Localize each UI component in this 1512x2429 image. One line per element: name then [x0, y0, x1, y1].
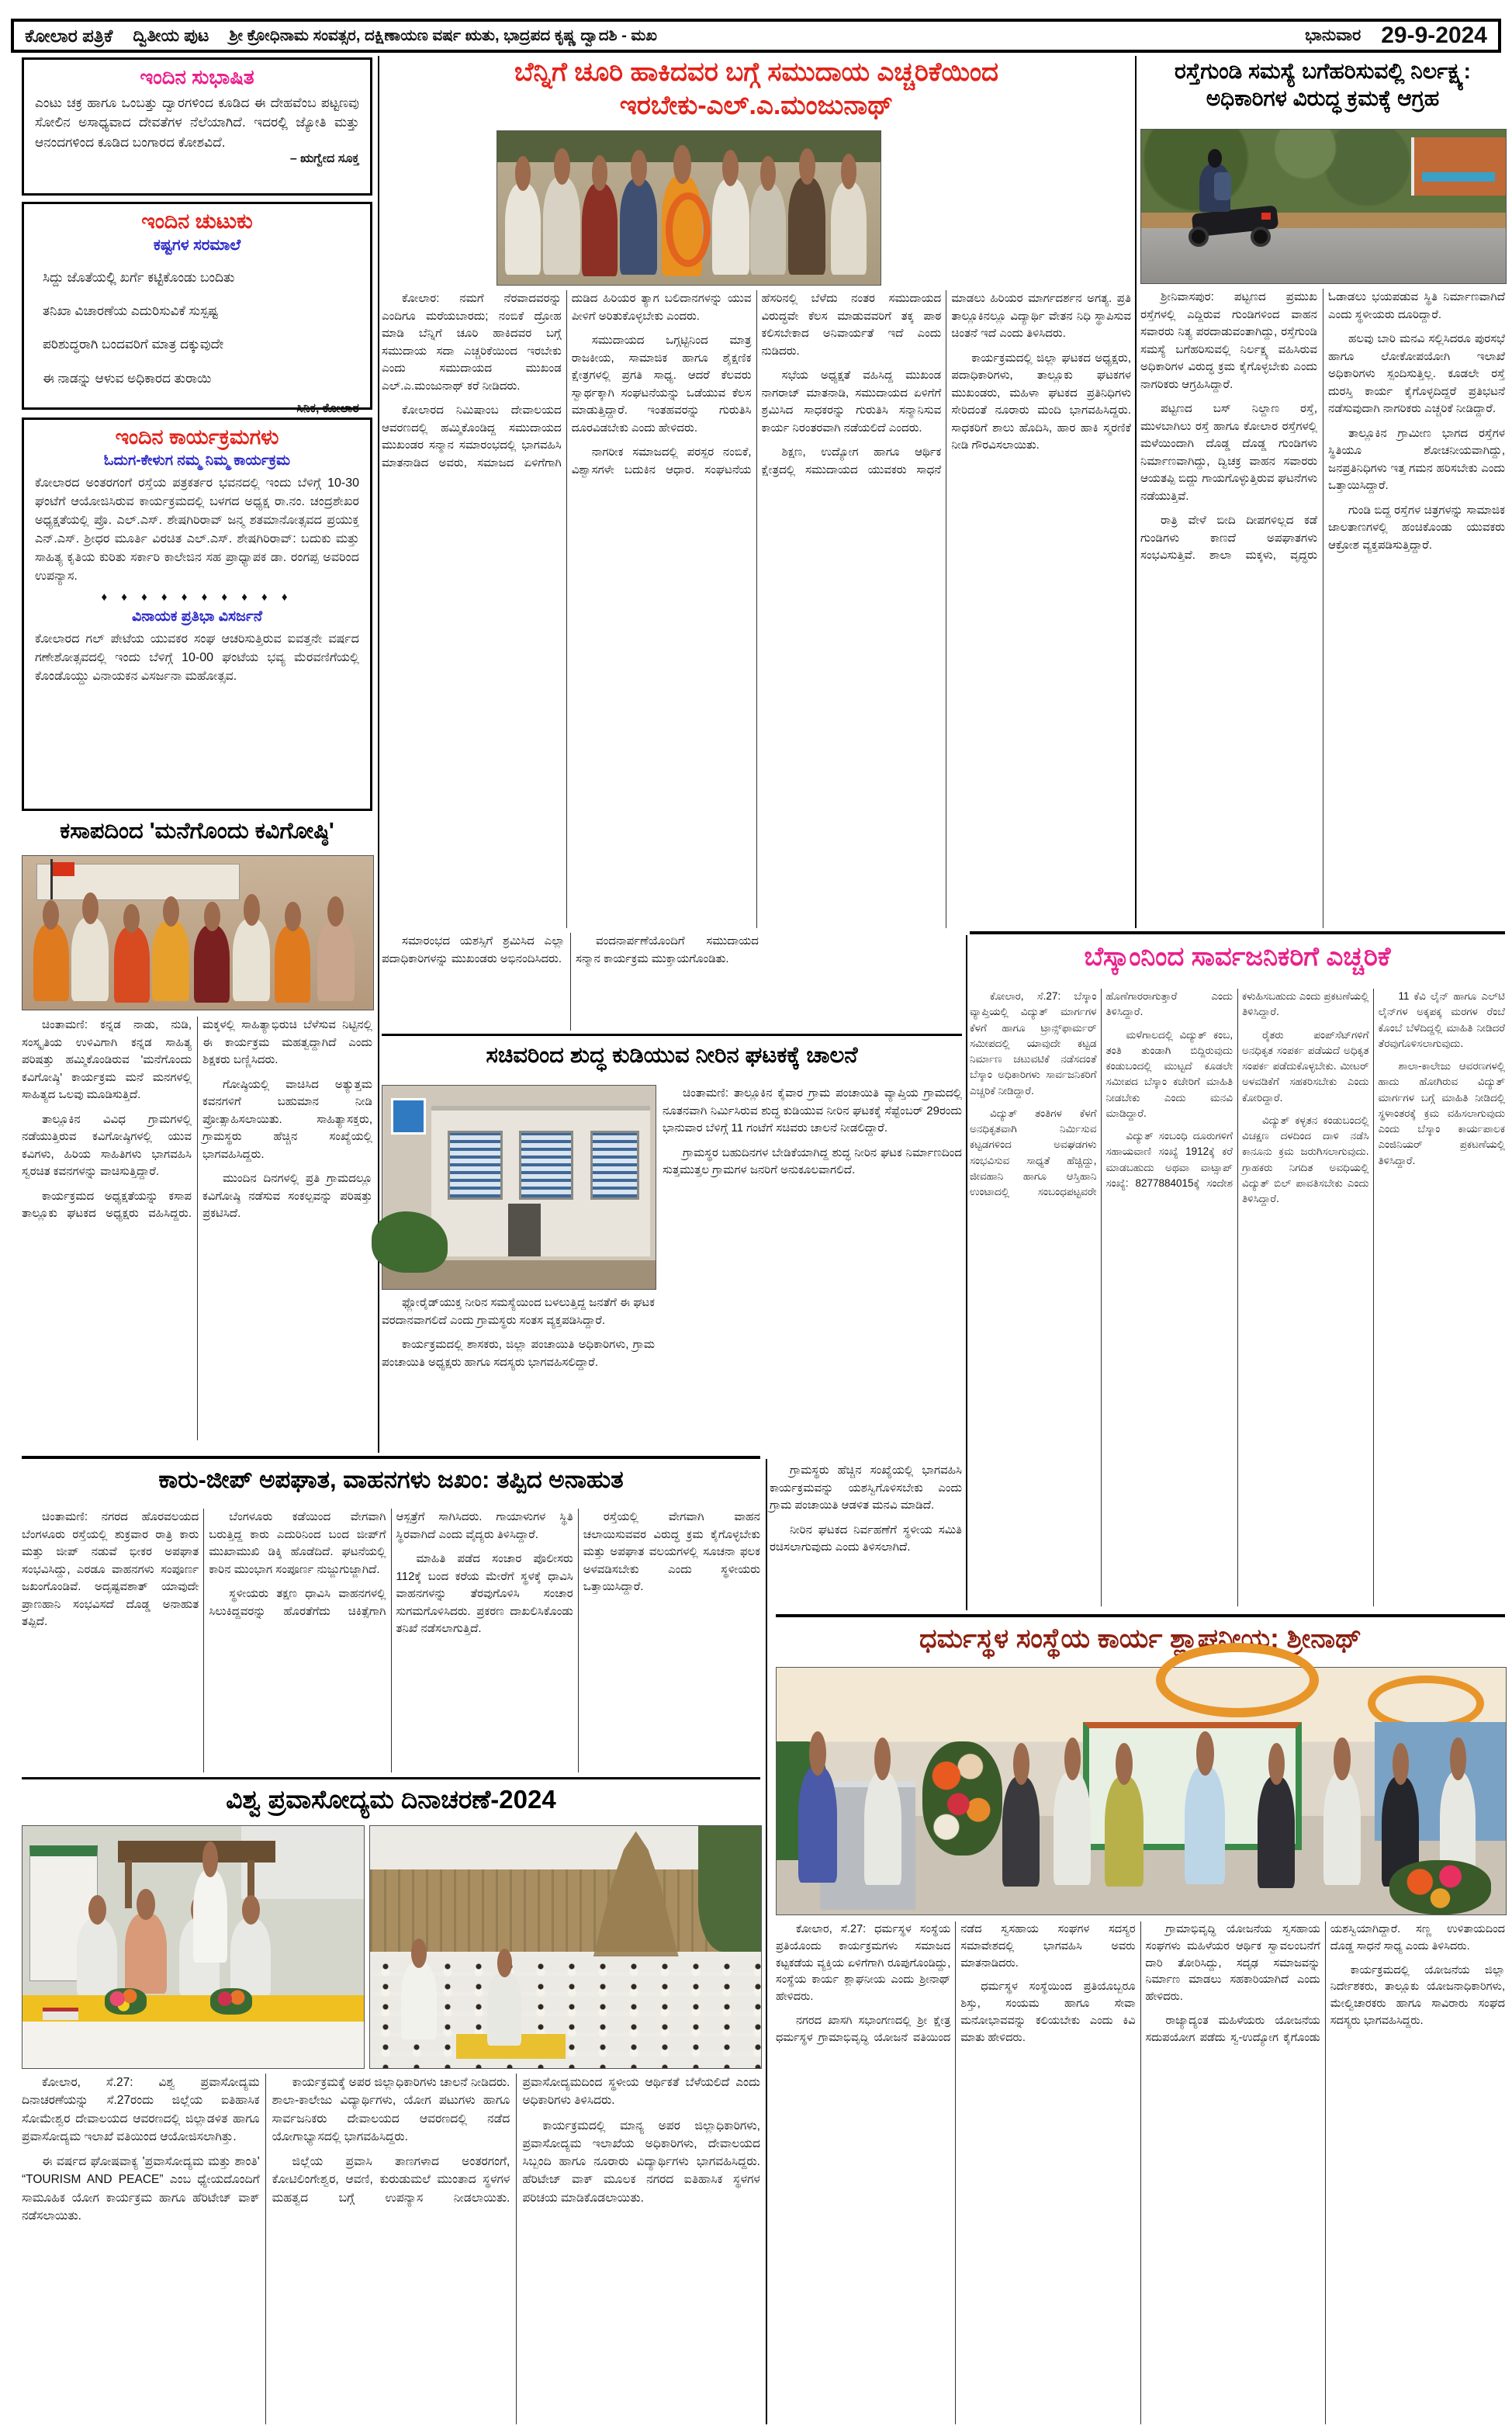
subhashita-attribution: – ಋಗ್ವೇದ ಸೂಕ್ತ — [289, 152, 359, 165]
person-figure — [750, 183, 786, 275]
body-paragraph: ಕೋಲಾರ: ನಮಗೆ ನೆರವಾದವರನ್ನು ಎಂದಿಗೂ ಮರೆಯಬಾರದು; ನಂಬಿಕೆ ದ್ರೋಹ ಮಾಡಿ ಬೆನ್ನಿಗೆ ಚೂರಿ ಹಾಕಿದವರ ಬಗ್ಗೆ ಸಮುದಾಯ ಸದಾ ಎಚ್ಚರಿಕೆಯಿಂದ ಇರಬೇಕು ಎಂದು ಸಮುದಾಯದ ಮುಖಂಡ ಎಲ್.ಎ.ಮಂಜುನಾಥ್ ಕರೆ ನೀಡಿದರು. — [382, 292, 562, 393]
trees — [698, 1826, 761, 1952]
backpack — [1214, 172, 1231, 200]
body-paragraph: ತಾಲ್ಲೂಕಿನ ವಿವಿಧ ಗ್ರಾಮಗಳಲ್ಲಿ ನಡೆಯುತ್ತಿರುವ ಕವಿಗೋಷ್ಠಿಗಳಲ್ಲಿ ಯುವ ಕವಿಗಳು, ಹಿರಿಯ ಸಾಹಿತಿಗಳು ಭಾಗವಹಿಸಿ ಸ್ವರಚಿತ ಕವನಗಳನ್ನು ವಾಚಿಸುತ್ತಿದ್ದಾರೆ. — [22, 1112, 192, 1178]
body-paragraph: ಶಾಲಾ-ಕಾಲೇಜು ಆವರಣಗಳಲ್ಲಿ ಹಾದು ಹೋಗಿರುವ ವಿದ್ಯುತ್ ಮಾರ್ಗಗಳ ಬಗ್ಗೆ ಮಾಹಿತಿ ನೀಡಿದಲ್ಲಿ ಸ್ಥಳಾಂತರಕ್ಕೆ ಕ್ರಮ ವಹಿಸಲಾಗುವುದು ಎಂದು ಬೆಸ್ಕಾಂ ಕಾರ್ಯಪಾಲಕ ಎಂಜಿನಿಯರ್ ಪ್ರಕಟಣೆಯಲ್ಲಿ ತಿಳಿಸಿದ್ದಾರೆ. — [1378, 1060, 1505, 1166]
body-paragraph: ಶಿಕ್ಷಣ, ಉದ್ಯೋಗ ಹಾಗೂ ಆರ್ಥಿಕ ಕ್ಷೇತ್ರದಲ್ಲಿ ಸಮುದಾಯದ ಯುವಕರು ಸಾಧನೆ ಮಾಡಲು ಹಿರಿಯರ ಮಾರ್ಗದರ್ಶನ ಅಗತ್ಯ. ಪ್ರತಿ ತಾಲ್ಲೂಕಿನಲ್ಲೂ ವಿದ್ಯಾರ್ಥಿ ವೇತನ ನಿಧಿ ಸ್ಥಾಪಿಸುವ ಚಿಂತನೆ ಇದೆ ಎಂದು ತಿಳಿಸಿದರು. — [761, 292, 1131, 476]
programs-subtitle-2: ವಿನಾಯಕ ಪ್ರತಿಭಾ ವಿಸರ್ಜನೆ — [131, 608, 263, 625]
body-paragraph: ಪಟ್ಟಣದ ಬಸ್ ನಿಲ್ದಾಣ ರಸ್ತೆ, ಮುಳಬಾಗಿಲು ರಸ್ತೆ ಹಾಗೂ ಕೋಲಾರ ರಸ್ತೆಗಳಲ್ಲಿ ಮಳೆಯಿಂದಾಗಿ ದೊಡ್ಡ ದೊಡ್ಡ ಗುಂಡಿಗಳು ನಿರ್ಮಾಣವಾಗಿದ್ದು, ದ್ವಿಚಕ್ರ ವಾಹನ ಸವಾರರು ಆಯತಪ್ಪಿ ಬಿದ್ದು ಗಾಯಗೊಳ್ಳುತ್ತಿರುವ ಘಟನೆಗಳು ನಡೆಯುತ್ತಿವೆ. — [1140, 402, 1317, 503]
body-paragraph: ರಸ್ತೆಯಲ್ಲಿ ವೇಗವಾಗಿ ವಾಹನ ಚಲಾಯಿಸುವವರ ವಿರುದ್ಧ ಕ್ರಮ ಕೈಗೊಳ್ಳಬೇಕು ಮತ್ತು ಅಪಘಾತ ವಲಯಗಳಲ್ಲಿ ಸೂಚನಾ ಫಲಕ ಅಳವಡಿಸಬೇಕು ಎಂದು ಸ್ಥಳೀಯರು ಒತ್ತಾಯಿಸಿದ್ದಾರೆ. — [583, 1510, 760, 1593]
person-figure — [712, 178, 749, 275]
column-divider — [1135, 56, 1137, 928]
speaker-figure — [193, 1869, 227, 1963]
body-paragraph: ಕಾರ್ಯಕ್ರಮದಲ್ಲಿ ಜಿಲ್ಲಾ ಘಟಕದ ಅಧ್ಯಕ್ಷರು, ಪದಾಧಿಕಾರಿಗಳು, ತಾಲ್ಲೂಕು ಘಟಕಗಳ ಮುಖಂಡರು, ಮಹಿಳಾ ಘಟಕದ ಪ್ರತಿನಿಧಿಗಳು ಸೇರಿದಂತೆ ನೂರಾರು ಮಂದಿ ಭಾಗವಹಿಸಿದ್ದರು. ಸಾಧಕರಿಗೆ ಶಾಲು ಹೊದಿಸಿ, ಹಾರ ಹಾಕಿ ಸ್ಮರಣಿಕೆ ನೀಡಿ ಗೌರವಿಸಲಾಯಿತು. — [951, 351, 1131, 452]
main-headline-line2: ಇರಬೇಕು-ಎಲ್.ಎ.ಮಂಜುನಾಥ್ — [619, 90, 894, 120]
programs-box — [22, 418, 372, 811]
doorway — [508, 1204, 541, 1256]
programs-title: ಇಂದಿನ ಕಾರ್ಯಕ್ರಮಗಳು — [115, 425, 279, 449]
body-paragraph: ಕಾರ್ಯಕ್ರಮಕ್ಕೆ ಅಪರ ಜಿಲ್ಲಾಧಿಕಾರಿಗಳು ಚಾಲನೆ ನೀಡಿದರು. ಶಾಲಾ-ಕಾಲೇಜು ವಿದ್ಯಾರ್ಥಿಗಳು, ಯೋಗ ಪಟುಗಳು ಹಾಗೂ ಸಾರ್ವಜನಿಕರು ದೇವಾಲಯದ ಆವರಣದಲ್ಲಿ ನಡೆದ ಯೋಗಾಭ್ಯಾಸದಲ್ಲಿ ಭಾಗವಹಿಸಿದ್ದರು. — [272, 2076, 510, 2143]
section-rule — [22, 1456, 760, 1459]
grill-window — [590, 1131, 639, 1200]
bescom-body — [970, 989, 1505, 1606]
person-figure — [77, 1918, 117, 1996]
subhashita-box — [22, 57, 372, 196]
body-paragraph: ಕೋಲಾರ, ಸೆ.27: ವಿಶ್ವ ಪ್ರವಾಸೋದ್ಯಮ ದಿನಾಚರಣೆಯನ್ನು ಸೆ.27ರಂದು ಜಿಲ್ಲೆಯ ಐತಿಹಾಸಿಕ ಸೋಮೇಶ್ವರ ದೇವಾಲಯದ ಆವರಣದಲ್ಲಿ ಜಿಲ್ಲಾಡಳಿತ ಹಾಗೂ ಪ್ರವಾಸೋದ್ಯಮ ಇಲಾಖೆ ವತಿಯಿಂದ ಆಯೋಜಿಸಲಾಗಿತ್ತು. — [22, 2076, 260, 2143]
building-trim — [1422, 172, 1495, 182]
person-figure — [152, 920, 189, 1001]
water-body-right — [663, 1085, 962, 1456]
aqua-signboard — [391, 1098, 427, 1135]
body-paragraph: ಕೋಲಾರ, ಸೆ.27: ಬೆಸ್ಕಾಂ ವ್ಯಾಪ್ತಿಯಲ್ಲಿ ವಿದ್ಯುತ್ ಮಾರ್ಗಗಳ ಕೆಳಗೆ ಹಾಗೂ ಟ್ರಾನ್ಸ್‌ಫಾರ್ಮರ್ ಸಮೀಪದಲ್ಲಿ ಯಾವುದೇ ಕಟ್ಟಡ ನಿರ್ಮಾಣ ಚಟುವಟಿಕೆ ನಡೆಸದಂತೆ ಬೆಸ್ಕಾಂ ಅಧಿಕಾರಿಗಳು ಸಾರ್ವಜನಿಕರಿಗೆ ಎಚ್ಚರಿಕೆ ನೀಡಿದ್ದಾರೆ. — [970, 990, 1097, 1097]
column-divider — [966, 935, 967, 1610]
person-figure — [798, 1766, 837, 1883]
body-paragraph: ವಿದ್ಯುತ್ ಸಂಬಂಧಿ ದೂರುಗಳಿಗೆ ಸಹಾಯವಾಣಿ ಸಂಖ್ಯೆ 1912ಕ್ಕೆ ಕರೆ ಮಾಡಬಹುದು ಅಥವಾ ವಾಟ್ಸಾಪ್ ಸಂಖ್ಯೆ: 8277884015ಕ್ಕೆ ಸಂದೇಶ ಕಳುಹಿಸಬಹುದು ಎಂದು ಪ್ರಕಟಣೆಯಲ್ಲಿ ತಿಳಿಸಿದ್ದಾರೆ. — [1105, 990, 1369, 1189]
motorcycle-wheel — [1188, 227, 1209, 247]
person-figure — [114, 927, 150, 1003]
kasapa-headline: ಕಸಾಪದಿಂದ 'ಮನೆಗೊಂದು ಕವಿಗೋಷ್ಠಿ' — [60, 819, 334, 844]
photo-tourism-dais — [22, 1825, 365, 2069]
body-paragraph: ಸಭೆಯ ಅಧ್ಯಕ್ಷತೆ ವಹಿಸಿದ್ದ ಮುಖಂಡ ನಾಗರಾಜ್ ಮಾತನಾಡಿ, ಸಮುದಾಯದ ಏಳಿಗೆಗೆ ಶ್ರಮಿಸಿದ ಸಾಧಕರನ್ನು ಗುರುತಿಸಿ ಸನ್ಮಾನಿಸುವ ಕಾರ್ಯ ನಿರಂತರವಾಗಿ ನಡೆಯಲಿದೆ ಎಂದರು. — [761, 369, 942, 435]
ceiling-ring — [1156, 1643, 1319, 1717]
building-backdrop — [241, 1826, 364, 1899]
person-figure — [831, 182, 867, 275]
stage-flowers — [1389, 1860, 1492, 1914]
column-divider — [766, 1459, 767, 2424]
section-rule — [22, 1777, 760, 1779]
dais-table — [22, 1995, 364, 2068]
person-figure — [1185, 1766, 1225, 1884]
flag — [53, 862, 74, 876]
grill-window — [519, 1131, 573, 1200]
body-paragraph: ಮುಂದಿನ ದಿನಗಳಲ್ಲಿ ಪ್ರತಿ ಗ್ರಾಮದಲ್ಲೂ ಕವಿಗೋಷ್ಠಿ ನಡೆಸುವ ಸಂಕಲ್ಪವನ್ನು ಪರಿಷತ್ತು ಪ್ರಕಟಿಸಿದೆ. — [202, 1172, 372, 1220]
person-figure — [543, 177, 580, 275]
motorcycle-wheel — [1251, 227, 1271, 247]
body-paragraph: ರಾಜ್ಯಾದ್ಯಂತ ಮಹಿಳೆಯರು ಯೋಜನೆಯ ಸದುಪಯೋಗ ಪಡೆದು ಸ್ವ-ಉದ್ಯೋಗ ಕೈಗೊಂಡು ಯಶಸ್ವಿಯಾಗಿದ್ದಾರೆ. ಸಣ್ಣ ಉಳಿತಾಯದಿಂದ ದೊಡ್ಡ ಸಾಧನೆ ಸಾಧ್ಯ ಎಂದು ತಿಳಿಸಿದರು. — [1145, 1923, 1505, 2044]
body-paragraph: ಬೆಂಗಳೂರು ಕಡೆಯಿಂದ ವೇಗವಾಗಿ ಬರುತ್ತಿದ್ದ ಕಾರು ಎದುರಿನಿಂದ ಬಂದ ಜೀಪ್‌ಗೆ ಮುಖಾಮುಖಿ ಡಿಕ್ಕಿ ಹೊಡೆದಿದೆ. ಘಟನೆಯಲ್ಲಿ ಕಾರಿನ ಮುಂಭಾಗ ಸಂಪೂರ್ಣ ನುಜ್ಜುಗುಜ್ಜಾಗಿದೆ. — [209, 1510, 386, 1576]
body-paragraph: ಫ್ಲೋರೈಡ್‌ಯುಕ್ತ ನೀರಿನ ಸಮಸ್ಯೆಯಿಂದ ಬಳಲುತ್ತಿದ್ದ ಜನತೆಗೆ ಈ ಘಟಕ ವರದಾನವಾಗಲಿದೆ ಎಂದು ಗ್ರಾಮಸ್ಥರು ಸಂತಸ ವ್ಯಕ್ತಪಡಿಸಿದ್ದಾರೆ. — [382, 1296, 656, 1327]
body-paragraph: ಗುಂಡಿ ಬಿದ್ದ ರಸ್ತೆಗಳ ಚಿತ್ರಗಳನ್ನು ಸಾಮಾಜಿಕ ಜಾಲತಾಣಗಳಲ್ಲಿ ಹಂಚಿಕೊಂಡು ಯುವಕರು ಆಕ್ರೋಶ ವ್ಯಕ್ತಪಡಿಸುತ್ತಿದ್ದಾರೆ. — [1328, 503, 1505, 552]
person-figure — [1258, 1776, 1295, 1888]
pothole-headline — [1140, 57, 1505, 126]
almanac-line: ಶ್ರೀ ಕ್ರೋಧಿನಾಮ ಸಂವತ್ಸರ, ದಕ್ಷಿಣಾಯಣ ವರ್ಷ ಋತು, ಭಾದ್ರಪದ ಕೃಷ್ಣ ದ್ವಾದಶಿ - ಮಖ — [229, 26, 657, 44]
person-figure — [620, 178, 657, 275]
body-paragraph: ಸ್ಥಳೀಯರು ತಕ್ಷಣ ಧಾವಿಸಿ ವಾಹನಗಳಲ್ಲಿ ಸಿಲುಕಿದ್ದವರನ್ನು ಹೊರತೆಗೆದು ಚಿಕಿತ್ಸೆಗಾಗಿ ಆಸ್ಪತ್ರೆಗೆ ಸಾಗಿಸಿದರು. ಗಾಯಾಳುಗಳ ಸ್ಥಿತಿ ಸ್ಥಿರವಾಗಿದೆ ಎಂದು ವೈದ್ಯರು ತಿಳಿಸಿದ್ದಾರೆ. — [209, 1510, 573, 1618]
body-paragraph: ಮಳೆಗಾಲದಲ್ಲಿ ವಿದ್ಯುತ್ ಕಂಬ, ತಂತಿ ತುಂಡಾಗಿ ಬಿದ್ದಿರುವುದು ಕಂಡುಬಂದಲ್ಲಿ ಮುಟ್ಟದೆ ಕೂಡಲೇ ಸಮೀಪದ ಬೆಸ್ಕಾಂ ಕಚೇರಿಗೆ ಮಾಹಿತಿ ನೀಡಬೇಕು ಎಂದು ಮನವಿ ಮಾಡಿದ್ದಾರೆ. — [1105, 1028, 1233, 1119]
pothole-headline-line2: ಅಧಿಕಾರಿಗಳ ವಿರುದ್ಧ ಕ್ರಮಕ್ಕೆ ಆಗ್ರಹ — [1206, 86, 1440, 110]
person-figure — [194, 925, 230, 1003]
person-figure — [401, 1962, 437, 2039]
accident-body — [22, 1509, 760, 1772]
body-paragraph: ರೈತರು ಪಂಪ್‌ಸೆಟ್‌ಗಳಿಗೆ ಅನಧಿಕೃತ ಸಂಪರ್ಕ ಪಡೆಯದೆ ಅಧಿಕೃತ ಸಂಪರ್ಕ ಪಡೆದುಕೊಳ್ಳಬೇಕು. ಮೀಟರ್ ಅಳವಡಿಕೆಗೆ ಸಹಕರಿಸಬೇಕು ಎಂದು ಕೋರಿದ್ದಾರೆ. — [1242, 1028, 1369, 1104]
person-figure — [1002, 1776, 1040, 1887]
garland — [666, 192, 711, 267]
person-figure — [1323, 1772, 1361, 1885]
subhashita-title: ಇಂದಿನ ಸುಭಾಷಿತ — [140, 65, 254, 88]
body-paragraph: ಕೋಲಾರ, ಸೆ.27: ಧರ್ಮಸ್ಥಳ ಸಂಸ್ಥೆಯ ಪ್ರತಿಯೊಂದು ಕಾರ್ಯಕ್ರಮಗಳು ಸಮಾಜದ ಕಟ್ಟಕಡೆಯ ವ್ಯಕ್ತಿಯ ಏಳಿಗೆಗಾಗಿ ರೂಪುಗೊಂಡಿದ್ದು, ಸಂಸ್ಥೆಯ ಕಾರ್ಯ ಶ್ಲಾಘನೀಯ ಎಂದು ಶ್ರೀನಾಥ್ ಹೇಳಿದರು. — [776, 1923, 951, 2003]
body-paragraph: ರಾತ್ರಿ ವೇಳೆ ಬೀದಿ ದೀಪಗಳಿಲ್ಲದ ಕಡೆ ಗುಂಡಿಗಳು ಕಾಣದೆ ಅಪಘಾತಗಳು ಸಂಭವಿಸುತ್ತಿವೆ. ಶಾಲಾ ಮಕ್ಕಳು, ವೃದ್ಧರು ಓಡಾಡಲು ಭಯಪಡುವ ಸ್ಥಿತಿ ನಿರ್ಮಾಣವಾಗಿದೆ ಎಂದು ಸ್ಥಳೀಯರು ದೂರಿದ್ದಾರೆ. — [1140, 290, 1505, 562]
person-figure — [317, 920, 355, 1001]
person-figure — [275, 925, 310, 1003]
body-paragraph: ಕಾರ್ಯಕ್ರಮದಲ್ಲಿ ಶಾಸಕರು, ಜಿಲ್ಲಾ ಪಂಚಾಯಿತಿ ಅಧಿಕಾರಿಗಳು, ಗ್ರಾಮ ಪಂಚಾಯಿತಿ ಅಧ್ಯಕ್ಷರು ಹಾಗೂ ಸದಸ್ಯರು ಭಾಗವಹಿಸಲಿದ್ದಾರೆ. — [382, 1338, 655, 1369]
body-paragraph: ನಗರದ ಖಾಸಗಿ ಸಭಾಂಗಣದಲ್ಲಿ ಶ್ರೀ ಕ್ಷೇತ್ರ ಧರ್ಮಸ್ಥಳ ಗ್ರಾಮಾಭಿವೃದ್ಧಿ ಯೋಜನೆ ವತಿಯಿಂದ ನಡೆದ ಸ್ವಸಹಾಯ ಸಂಘಗಳ ಸದಸ್ಯರ ಸಮಾವೇಶದಲ್ಲಿ ಭಾಗವಹಿಸಿ ಅವರು ಮಾತನಾಡಿದರು. — [776, 1923, 1136, 2044]
table-flowers — [210, 1988, 252, 2015]
body-paragraph: ಈ ವರ್ಷದ ಘೋಷವಾಕ್ಯ 'ಪ್ರವಾಸೋದ್ಯಮ ಮತ್ತು ಶಾಂತಿ' “TOURISM AND PEACE” ಎಂಬ ಧ್ಯೇಯದೊಂದಿಗೆ ಸಾಮೂಹಿಕ ಯೋಗ ಕಾರ್ಯಕ್ರಮ ಹಾಗೂ ಹೆರಿಟೇಜ್ ವಾಕ್ ನಡೆಸಲಾಯಿತು. — [22, 2155, 260, 2223]
body-paragraph: 11 ಕೆವಿ ಲೈನ್ ಹಾಗೂ ಎಲ್‌ಟಿ ಲೈನ್‌ಗಳ ಅಕ್ಕಪಕ್ಕ ಮರಗಳ ರೆಂಬೆ ಕೊಂಬೆ ಬೆಳೆದಿದ್ದಲ್ಲಿ ಮಾಹಿತಿ ನೀಡಿದರೆ ತೆರವುಗೊಳಿಸಲಾಗುವುದು. — [1378, 990, 1505, 1049]
tourism-body — [22, 2074, 760, 2424]
section-rule — [382, 1034, 962, 1036]
person-figure — [33, 923, 69, 1001]
masthead-bar — [11, 19, 1501, 53]
body-paragraph: ಚಿಂತಾಮಣಿ: ತಾಲ್ಲೂಕಿನ ಕೈವಾರ ಗ್ರಾಮ ಪಂಚಾಯಿತಿ ವ್ಯಾಪ್ತಿಯ ಗ್ರಾಮದಲ್ಲಿ ನೂತನವಾಗಿ ನಿರ್ಮಿಸಿರುವ ಶುದ್ಧ ಕುಡಿಯುವ ನೀರಿನ ಘಟಕಕ್ಕೆ ಸೆಪ್ಟೆಂಬರ್ 29ರಂದು ಭಾನುವಾರ ಬೆಳಿಗ್ಗೆ 11 ಗಂಟೆಗೆ ಸಚಿವರು ಚಾಲನೆ ನೀಡಲಿದ್ದಾರೆ. — [663, 1086, 962, 1135]
bescom-headline: ಬೆಸ್ಕಾಂನಿಂದ ಸಾರ್ವಜನಿಕರಿಗೆ ಎಚ್ಚರಿಕೆ — [1084, 942, 1391, 972]
tourism-headline: ವಿಶ್ವ ಪ್ರವಾಸೋದ್ಯಮ ದಿನಾಚರಣೆ-2024 — [226, 1785, 556, 1814]
chutuku-title: ಇಂದಿನ ಚುಟುಕು — [141, 210, 253, 233]
kasapa-body — [22, 1017, 372, 1440]
chutuku-poem — [35, 268, 359, 389]
main-story-body — [382, 290, 1131, 928]
body-paragraph: ಜಿಲ್ಲೆಯ ಪ್ರವಾಸಿ ತಾಣಗಳಾದ ಅಂತರಗಂಗೆ, ಕೋಟಿಲಿಂಗೇಶ್ವರ, ಆವಣಿ, ಕುರುಡುಮಲೆ ಮುಂತಾದ ಸ್ಥಳಗಳ ಮಹತ್ವದ ಬಗ್ಗೆ ಉಪನ್ಯಾಸ ನೀಡಲಾಯಿತು. ಪ್ರವಾಸೋದ್ಯಮದಿಂದ ಸ್ಥಳೀಯ ಆರ್ಥಿಕತೆ ಬೆಳೆಯಲಿದೆ ಎಂದು ಅಧಿಕಾರಿಗಳು ತಿಳಿಸಿದರು. — [272, 2076, 760, 2205]
body-paragraph: ನೀರಿನ ಘಟಕದ ನಿರ್ವಹಣೆಗೆ ಸ್ಥಳೀಯ ಸಮಿತಿ ರಚಿಸಲಾಗುವುದು ಎಂದು ತಿಳಿಸಲಾಗಿದೆ. — [770, 1523, 962, 1554]
weekday: ಭಾನುವಾರ — [1305, 26, 1361, 44]
body-paragraph: ಕಾರ್ಯಕ್ರಮದಲ್ಲಿ ಯೋಜನೆಯ ಜಿಲ್ಲಾ ನಿರ್ದೇಶಕರು, ತಾಲ್ಲೂಕು ಯೋಜನಾಧಿಕಾರಿಗಳು, ಮೇಲ್ವಿಚಾರಕರು ಹಾಗೂ ಸಾವಿರಾರು ಸಂಘದ ಸದಸ್ಯರು ಭಾಗವಹಿಸಿದ್ದರು. — [1330, 1963, 1505, 2027]
body-paragraph: ಪರಿಶುದ್ಧರಾಗಿ ಬಂದವರಿಗೆ ಮಾತ್ರ ದಕ್ಕುವುದೇ — [43, 337, 224, 352]
water-body-below — [382, 1294, 655, 1454]
main-headline-line1: ಬೆನ್ನಿಗೆ ಚೂರಿ ಹಾಕಿದವರ ಬಗ್ಗೆ ಸಮುದಾಯ ಎಚ್ಚರಿಕೆಯಿಂದ — [514, 57, 999, 87]
dharmasthala-body — [776, 1921, 1505, 2424]
body-paragraph: ಈ ನಾಡನ್ನು ಆಳುವ ಅಧಿಕಾರದ ತುರಾಯಿ — [43, 370, 212, 386]
body-paragraph: ಚಿಂತಾಮಣಿ: ನಗರದ ಹೊರವಲಯದ ಬೆಂಗಳೂರು ರಸ್ತೆಯಲ್ಲಿ ಶುಕ್ರವಾರ ರಾತ್ರಿ ಕಾರು ಮತ್ತು ಜೀಪ್ ನಡುವೆ ಭೀಕರ ಅಪಘಾತ ಸಂಭವಿಸಿದ್ದು, ಎರಡೂ ವಾಹನಗಳು ಸಂಪೂರ್ಣ ಜಖಂಗೊಂಡಿವೆ. ಅದೃಷ್ಟವಶಾತ್ ಯಾವುದೇ ಪ್ರಾಣಹಾನಿ ಸಂಭವಿಸದೆ ದೊಡ್ಡ ಅನಾಹುತ ತಪ್ಪಿದೆ. — [22, 1510, 199, 1628]
person-figure — [71, 917, 109, 1001]
body-paragraph: ನಾಗರೀಕ ಸಮಾಜದಲ್ಲಿ ಪರಸ್ಪರ ನಂಬಿಕೆ, ವಿಶ್ವಾಸಗಳೇ ಬದುಕಿನ ಆಧಾರ. ಸಂಘಟನೆಯ ಹೆಸರಿನಲ್ಲಿ ಬೆಳೆದು ನಂತರ ಸಮುದಾಯದ ವಿರುದ್ಧವೇ ಕೆಲಸ ಮಾಡುವವರಿಗೆ ತಕ್ಕ ಪಾಠ ಕಲಿಸಬೇಕಾದ ಅನಿವಾರ್ಯತೆ ಇದೆ ಎಂದು ನುಡಿದರು. — [571, 292, 942, 476]
chutuku-attribution: – ಸಿನಿಕ, ಕೋಲಾರ — [286, 402, 359, 416]
body-paragraph: ಚಿಂತಾಮಣಿ: ಕನ್ನಡ ನಾಡು, ನುಡಿ, ಸಂಸ್ಕೃತಿಯ ಉಳಿವಿಗಾಗಿ ಕನ್ನಡ ಸಾಹಿತ್ಯ ಪರಿಷತ್ತು ಹಮ್ಮಿಕೊಂಡಿರುವ 'ಮನೆಗೊಂದು ಕವಿಗೋಷ್ಠಿ' ಕಾರ್ಯಕ್ರಮ ಮನೆ ಮನಗಳಲ್ಲಿ ಸಾಹಿತ್ಯದ ಒಲವು ಮೂಡಿಸುತ್ತಿದೆ. — [22, 1018, 192, 1101]
flower-garland-bouquet — [922, 1741, 1002, 1855]
body-paragraph: ಸಮಾರಂಭದ ಯಶಸ್ಸಿಗೆ ಶ್ರಮಿಸಿದ ಎಲ್ಲಾ ಪದಾಧಿಕಾರಿಗಳನ್ನು ಮುಖಂಡರು ಅಭಿನಂದಿಸಿದರು. — [382, 934, 565, 965]
body-paragraph: ವಂದನಾರ್ಪಣೆಯೊಂದಿಗೆ ಸಮುದಾಯದ ಸನ್ಮಾನ ಕಾರ್ಯಕ್ರಮ ಮುಕ್ತಾಯಗೊಂಡಿತು. — [576, 934, 759, 965]
photo-tourism-event — [22, 1825, 760, 2067]
programs-body-2: ಕೋಲಾರದ ಗಲ್ ಪೇಟೆಯ ಯುವಕರ ಸಂಘ ಆಚರಿಸುತ್ತಿರುವ ಐವತ್ತನೇ ವರ್ಷದ ಗಣೇಶೋತ್ಸವದಲ್ಲಿ ಇಂದು ಬೆಳಿಗ್ಗೆ 10-00 ಘಂಟೆಯ ಭವ್ಯ ಮೆರವಣಿಗೆಯಲ್ಲಿ ಕೊಂಡೊಯ್ದು ವಿನಾಯಕನ ವಿಸರ್ಜನಾ ಮಹೋತ್ಸವ. — [35, 632, 359, 683]
person-figure — [1105, 1776, 1144, 1887]
photo-water-unit — [382, 1085, 656, 1290]
person-figure — [505, 183, 541, 275]
programs-body-1: ಕೋಲಾರದ ಅಂತರಗಂಗೆ ರಸ್ತೆಯ ಪತ್ರಕರ್ತರ ಭವನದಲ್ಲಿ ಇಂದು ಬೆಳಿಗ್ಗೆ 10-30 ಘಂಟೆಗೆ ಆಯೋಜಿಸಿರುವ ಕಾರ್ಯಕ್ರಮದಲ್ಲಿ ಬಳಗದ ಅಧ್ಯಕ್ಷ ರಾ.ನಂ. ಚಂದ್ರಶೇಖರ ಅಧ್ಯಕ್ಷತೆಯಲ್ಲಿ ಪ್ರೊ. ಎಲ್.ಎಸ್. ಶೇಷಗಿರಿರಾವ್ ಜನ್ಮ ಶತಮಾನೋತ್ಸವದ ಪ್ರಯುಕ್ತ ಎನ್.ಎಸ್. ಶ್ರೀಧರ ಮೂರ್ತಿ ವಿರಚಿತ ಎಲ್.ಎಸ್. ಶೇಷಗಿರಿರಾವ್: ಬದುಕು ಮತ್ತು ಸಾಹಿತ್ಯ ಕೃತಿಯ ಕುರಿತು ಸರ್ಕಾರಿ ಕಾಲೇಜಿನ ಸಹ ಪ್ರಾಧ್ಯಾಪಕ ಡಾ. ರಂಗಪ್ಪ ಅವರಿಂದ ಉಪನ್ಯಾಸ. — [35, 476, 359, 583]
body-paragraph: ಗ್ರಾಮಸ್ಥರ ಬಹುದಿನಗಳ ಬೇಡಿಕೆಯಾಗಿದ್ದ ಶುದ್ಧ ನೀರಿನ ಘಟಕ ನಿರ್ಮಾಣದಿಂದ ಸುತ್ತಮುತ್ತಲ ಗ್ರಾಮಗಳ ಜನರಿಗೆ ಅನುಕೂಲವಾಗಲಿದೆ. — [663, 1145, 962, 1176]
person-figure — [233, 919, 270, 1001]
accident-headline: ಕಾರು-ಜೀಪ್ ಅಪಘಾತ, ವಾಹನಗಳು ಜಖಂ: ತಪ್ಪಿದ ಅನಾಹುತ — [158, 1466, 624, 1493]
programs-subtitle-1: ಓದುಗ-ಕೇಳುಗ ನಮ್ಮ ನಿಮ್ಮ ಕಾರ್ಯಕ್ರಮ — [103, 452, 291, 469]
chutuku-subtitle: ಕಷ್ಟಗಳ ಸರಮಾಲೆ — [153, 236, 241, 254]
tail-light — [1261, 213, 1271, 220]
person-figure — [125, 1913, 167, 1994]
diamond-separator: ♦ ♦ ♦ ♦ ♦ ♦ ♦ ♦ ♦ ♦ — [101, 590, 293, 604]
body-paragraph: ಗ್ರಾಮಾಭಿವೃದ್ಧಿ ಯೋಜನೆಯ ಸ್ವಸಹಾಯ ಸಂಘಗಳು ಮಹಿಳೆಯರ ಆರ್ಥಿಕ ಸ್ವಾವಲಂಬನೆಗೆ ದಾರಿ ತೋರಿಸಿದ್ದು, ಸದೃಢ ಸಮಾಜವನ್ನು ನಿರ್ಮಾಣ ಮಾಡಲು ಸಹಕಾರಿಯಾಗಿದೆ ಎಂದು ಹೇಳಿದರು. — [1145, 1923, 1320, 2003]
person-figure — [230, 1918, 271, 1996]
body-paragraph: ಕೋಲಾರದ ನಿಮಿಷಾಂಬ ದೇವಾಲಯದ ಆವರಣದಲ್ಲಿ ಹಮ್ಮಿಕೊಂಡಿದ್ದ ಸಮುದಾಯದ ಮುಖಂಡರ ಸನ್ಮಾನ ಸಮಾರಂಭದಲ್ಲಿ ಭಾಗವಹಿಸಿ ಮಾತನಾಡಿದ ಅವರು, ಸಮಾಜದ ಏಳಿಗೆಗಾಗಿ ದುಡಿದ ಹಿರಿಯರ ತ್ಯಾಗ ಬಲಿದಾನಗಳನ್ನು ಯುವ ಪೀಳಿಗೆ ಅರಿತುಕೊಳ್ಳಬೇಕು ಎಂದರು. — [382, 292, 752, 470]
pothole-body — [1140, 289, 1505, 928]
body-paragraph: ಧರ್ಮಸ್ಥಳ ಸಂಸ್ಥೆಯಿಂದ ಪ್ರತಿಯೊಬ್ಬರೂ ಶಿಸ್ತು, ಸಂಯಮ ಹಾಗೂ ಸೇವಾ ಮನೋಭಾವವನ್ನು ಕಲಿಯಬೇಕು ಎಂದು ಕಿವಿ ಮಾತು ಹೇಳಿದರು. — [960, 1980, 1136, 2044]
photo-dharmasthala-stage — [776, 1667, 1507, 1915]
section-rule — [970, 931, 1505, 934]
person-figure — [582, 183, 618, 276]
body-paragraph: ಹಲವು ಬಾರಿ ಮನವಿ ಸಲ್ಲಿಸಿದರೂ ಪುರಸಭೆ ಹಾಗೂ ಲೋಕೋಪಯೋಗಿ ಇಲಾಖೆ ಅಧಿಕಾರಿಗಳು ಸ್ಪಂದಿಸುತ್ತಿಲ್ಲ. ಕೂಡಲೇ ರಸ್ತೆ ದುರಸ್ತಿ ಕಾರ್ಯ ಕೈಗೊಳ್ಳದಿದ್ದರೆ ಪ್ರತಿಭಟನೆ ನಡೆಸುವುದಾಗಿ ನಾಗರಿಕರು ಎಚ್ಚರಿಕೆ ನೀಡಿದ್ದಾರೆ. — [1328, 332, 1505, 415]
body-paragraph: ಗ್ರಾಮಸ್ಥರು ಹೆಚ್ಚಿನ ಸಂಖ್ಯೆಯಲ್ಲಿ ಭಾಗವಹಿಸಿ ಕಾರ್ಯಕ್ರಮವನ್ನು ಯಶಸ್ವಿಗೊಳಿಸಬೇಕು ಎಂದು ಗ್ರಾಮ ಪಂಚಾಯಿತಿ ಆಡಳಿತ ಮನವಿ ಮಾಡಿದೆ. — [770, 1464, 962, 1512]
pergola-beam — [118, 1841, 275, 1862]
body-paragraph: ಕಾರ್ಯಕ್ರಮದ ಅಧ್ಯಕ್ಷತೆಯನ್ನು ಕಸಾಪ ತಾಲ್ಲೂಕು ಘಟಕದ ಅಧ್ಯಕ್ಷರು ವಹಿಸಿದ್ದರು. ಮಕ್ಕಳಲ್ಲಿ ಸಾಹಿತ್ಯಾಭಿರುಚಿ ಬೆಳೆಸುವ ನಿಟ್ಟಿನಲ್ಲಿ ಈ ಕಾರ್ಯಕ್ರಮ ಮಹತ್ವದ್ದಾಗಿದೆ ಎಂದು ಶಿಕ್ಷಕರು ಬಣ್ಣಿಸಿದರು. — [22, 1018, 372, 1220]
pergola-post — [125, 1860, 132, 1908]
grill-window — [448, 1131, 502, 1200]
dharmasthala-headline: ಧರ್ಮಸ್ಥಳ ಸಂಸ್ಥೆಯ ಕಾರ್ಯ ಶ್ಲಾಘನೀಯ: ಶ್ರೀನಾಥ್ — [919, 1623, 1362, 1654]
main-headline — [382, 56, 1131, 127]
person-figure — [1054, 1772, 1091, 1885]
person-figure — [487, 1971, 521, 2046]
photo-kasapa-crowd — [22, 855, 374, 1010]
body-paragraph: ಸಮುದಾಯದ ಒಗ್ಗಟ್ಟಿನಿಂದ ಮಾತ್ರ ರಾಜಕೀಯ, ಸಾಮಾಜಿಕ ಹಾಗೂ ಶೈಕ್ಷಣಿಕ ಕ್ಷೇತ್ರಗಳಲ್ಲಿ ಪ್ರಗತಿ ಸಾಧ್ಯ. ಆದರೆ ಕೆಲವರು ಸ್ವಾರ್ಥಕ್ಕಾಗಿ ಸಂಘಟನೆಯನ್ನು ಒಡೆಯುವ ಕೆಲಸ ಮಾಡುತ್ತಿದ್ದಾರೆ. ಇಂತಹವರನ್ನು ಗುರುತಿಸಿ ದೂರವಿಡಬೇಕು ಎಂದು ಹೇಳಿದರು. — [571, 334, 752, 435]
photo-tourism-yoga-temple — [369, 1825, 762, 2069]
body-paragraph: ಶ್ರೀನಿವಾಸಪುರ: ಪಟ್ಟಣದ ಪ್ರಮುಖ ರಸ್ತೆಗಳಲ್ಲಿ ಎದ್ದಿರುವ ಗುಂಡಿಗಳಿಂದ ವಾಹನ ಸವಾರರು ನಿತ್ಯ ಪರದಾಡುವಂತಾಗಿದ್ದು, ರಸ್ತೆಗುಂಡಿ ಸಮಸ್ಯೆ ಬಗೆಹರಿಸುವಲ್ಲಿ ನಿರ್ಲಕ್ಷ್ಯ ವಹಿಸಿರುವ ಅಧಿಕಾರಿಗಳ ವಿರುದ್ಧ ಕ್ರಮ ಕೈಗೊಳ್ಳಬೇಕು ಎಂದು ನಾಗರಿಕರು ಆಗ್ರಹಿಸಿದ್ದಾರೆ. — [1140, 290, 1317, 391]
chutuku-box — [22, 202, 372, 416]
photo-pothole-road — [1140, 129, 1507, 284]
masthead-title: ಕೋಲಾರ ಪತ್ರಿಕೆ — [25, 25, 113, 46]
subhashita-body: ಎಂಟು ಚಕ್ರ ಹಾಗೂ ಒಂಬತ್ತು ದ್ವಾರಗಳಿಂದ ಕೂಡಿದ ಈ ದೇಹವೆಂಬ ಪಟ್ಟಣವು ಸೋಲಿನ ಅಸಾಧ್ಯವಾದ ದೇವತೆಗಳ ನೆಲೆಯಾಗಿದೆ. ಇದರಲ್ಲಿ ಜ್ಯೋತಿ ಮತ್ತು ಆನಂದಗಳಿಂದ ಕೂಡಿದ ಬಂಗಾರದ ಕೋಶವಿದೆ. — [35, 95, 359, 150]
body-paragraph: ವಿದ್ಯುತ್ ತಂತಿಗಳ ಕೆಳಗೆ ಅನಧಿಕೃತವಾಗಿ ನಿರ್ಮಿಸುವ ಕಟ್ಟಡಗಳಿಂದ ಅವಘಡಗಳು ಸಂಭವಿಸುವ ಸಾಧ್ಯತೆ ಹೆಚ್ಚಿದ್ದು, ಜೀವಹಾನಿ ಹಾಗೂ ಆಸ್ತಿಹಾನಿ ಉಂಟಾದಲ್ಲಿ ಸಂಬಂಧಪಟ್ಟವರೇ ಹೊಣೆಗಾರರಾಗುತ್ತಾರೆ ಎಂದು ತಿಳಿಸಿದ್ದಾರೆ. — [970, 990, 1233, 1197]
body-paragraph: ತನಿಖಾ ವಿಚಾರಣೆಯ ಎದುರಿಸುವಿಕೆ ಸುಸ್ಪಷ್ಟ — [43, 303, 219, 319]
body-paragraph: ಮಾಹಿತಿ ಪಡೆದ ಸಂಚಾರ ಪೊಲೀಸರು 112ಕ್ಕೆ ಬಂದ ಕರೆಯ ಮೇರೆಗೆ ಸ್ಥಳಕ್ಕೆ ಧಾವಿಸಿ ವಾಹನಗಳನ್ನು ತೆರವುಗೊಳಿಸಿ ಸಂಚಾರ ಸುಗಮಗೊಳಿಸಿದರು. ಪ್ರಕರಣ ದಾಖಲಿಸಿಕೊಂಡು ತನಿಖೆ ನಡೆಸಲಾಗುತ್ತಿದೆ. — [396, 1552, 573, 1635]
date: 29-9-2024 — [1381, 23, 1487, 48]
main-story-continuation — [382, 933, 759, 1031]
water-headline: ಸಚಿವರಿಂದ ಶುದ್ಧ ಕುಡಿಯುವ ನೀರಿನ ಘಟಕಕ್ಕೆ ಚಾಲನೆ — [486, 1043, 858, 1068]
person-figure — [864, 1772, 901, 1885]
body-paragraph: ತಾಲ್ಲೂಕಿನ ಗ್ರಾಮೀಣ ಭಾಗದ ರಸ್ತೆಗಳ ಸ್ಥಿತಿಯೂ ಶೋಚನೀಯವಾಗಿದ್ದು, ಜನಪ್ರತಿನಿಧಿಗಳು ಇತ್ತ ಗಮನ ಹರಿಸಬೇಕು ಎಂದು ಒತ್ತಾಯಿಸಿದ್ದಾರೆ. — [1328, 426, 1505, 492]
body-paragraph: ಗೋಷ್ಠಿಯಲ್ಲಿ ವಾಚಿಸಿದ ಅತ್ಯುತ್ತಮ ಕವನಗಳಿಗೆ ಬಹುಮಾನ ನೀಡಿ ಪ್ರೋತ್ಸಾಹಿಸಲಾಯಿತು. ಸಾಹಿತ್ಯಾಸಕ್ತರು, ಗ್ರಾಮಸ್ಥರು ಹೆಚ್ಚಿನ ಸಂಖ್ಯೆಯಲ್ಲಿ ಭಾಗವಹಿಸಿದ್ದರು. — [202, 1077, 372, 1161]
body-paragraph: ಸಿದ್ದು ಜೊತೆಯಲ್ಲಿ ಖರ್ಗೆ ಕಟ್ಟಿಕೊಂಡು ಬಂದಿತು — [43, 269, 235, 285]
page-label: ದ್ವಿತೀಯ ಪುಟ — [133, 26, 209, 45]
body-paragraph: ವಿದ್ಯುತ್ ಕಳ್ಳತನ ಕಂಡುಬಂದಲ್ಲಿ ವಿಚಕ್ಷಣ ದಳದಿಂದ ದಾಳಿ ನಡೆಸಿ ಕಾನೂನು ಕ್ರಮ ಜರುಗಿಸಲಾಗುವುದು. ಗ್ರಾಹಕರು ನಿಗದಿತ ಅವಧಿಯಲ್ಲಿ ವಿದ್ಯುತ್ ಬಿಲ್ ಪಾವತಿಸಬೇಕು ಎಂದು ತಿಳಿಸಿದ್ದಾರೆ. — [1242, 1114, 1369, 1204]
table-flowers — [105, 1988, 147, 2015]
building — [1411, 137, 1506, 196]
photo-main-felicitation — [497, 130, 881, 286]
section-rule — [776, 1614, 1505, 1617]
person-figure — [788, 177, 825, 275]
water-body-tail — [770, 1462, 962, 1610]
pothole-headline-line1: ರಸ್ತೆಗುಂಡಿ ಸಮಸ್ಯೆ ಬಗೆಹರಿಸುವಲ್ಲಿ ನಿರ್ಲಕ್ಷ್ಯ: — [1175, 59, 1471, 83]
body-paragraph: ಕಾರ್ಯಕ್ರಮದಲ್ಲಿ ಮಾನ್ಯ ಅಪರ ಜಿಲ್ಲಾಧಿಕಾರಿಗಳು, ಪ್ರವಾಸೋದ್ಯಮ ಇಲಾಖೆಯ ಅಧಿಕಾರಿಗಳು, ದೇವಾಲಯದ ಸಿಬ್ಬಂದಿ ಹಾಗೂ ನೂರಾರು ವಿದ್ಯಾರ್ಥಿಗಳು ಭಾಗವಹಿಸಿದ್ದರು. ಹೆರಿಟೇಜ್ ವಾಕ್ ಮೂಲಕ ನಗರದ ಐತಿಹಾಸಿಕ ಸ್ಥಳಗಳ ಪರಿಚಯ ಮಾಡಿಕೊಡಲಾಯಿತು. — [522, 2119, 760, 2205]
book-stack — [43, 2008, 78, 2020]
